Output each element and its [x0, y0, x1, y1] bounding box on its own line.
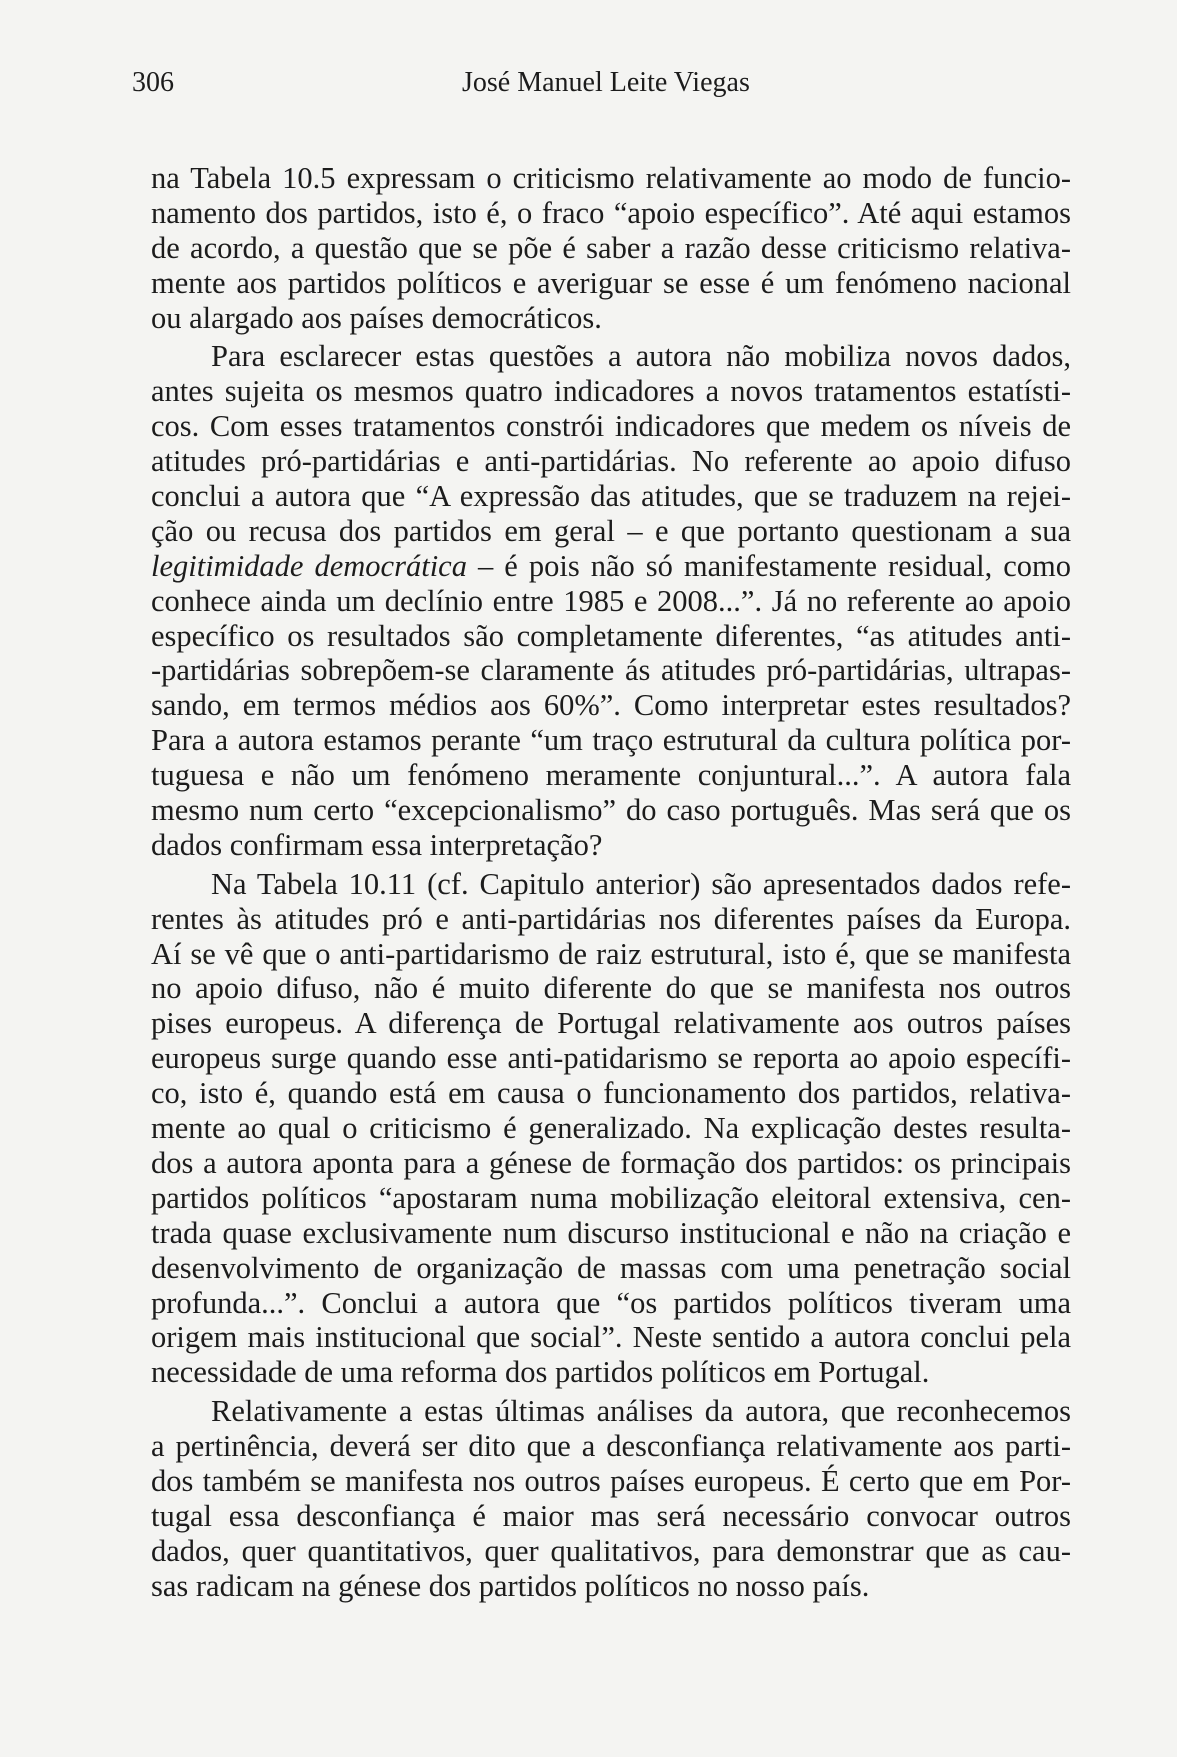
text-line: sando, em termos médios aos 60%”. Como interpretar estes resultados? [151, 688, 1071, 723]
text-line: ou alargado aos países democráticos. [151, 300, 602, 335]
text-line: tuguesa e não um fenómeno meramente conjuntural...”. A autora fala [151, 758, 1071, 793]
text-line: conhece ainda um declínio entre 1985 e 2008...”. Já no referente ao apoio [151, 583, 1071, 618]
text-line: Aí se vê que o anti-partidarismo de raiz estrutural, isto é, que se manifesta [151, 936, 1071, 971]
text-line: mente aos partidos políticos e averiguar se esse é um fenómeno nacional [151, 265, 1071, 300]
text-line: profunda...”. Conclui a autora que “os partidos políticos tiveram uma [151, 1285, 1071, 1320]
text-body [151, 161, 1071, 1604]
text-line: dos também se manifesta nos outros países europeus. É certo que em Por- [151, 1463, 1071, 1498]
text-line: Para esclarecer estas questões a autora não mobiliza novos dados, [211, 339, 1071, 374]
running-title: José Manuel Leite Viegas [462, 67, 750, 98]
text-line: dos a autora aponta para a génese de formação dos partidos: os principais [151, 1145, 1071, 1180]
text-line: Na Tabela 10.11 (cf. Capitulo anterior) são apresentados dados refe- [211, 866, 1071, 901]
text-line: atitudes pró-partidárias e anti-partidárias. No referente ao apoio difuso [151, 444, 1071, 479]
text-line: mente ao qual o criticismo é generalizado. Na explicação destes resulta- [151, 1111, 1071, 1146]
line-text: – é pois não só manifestamente residual, como [466, 548, 1071, 583]
text-line: dados, quer quantitativos, quer qualitativos, para demonstrar que as cau- [151, 1533, 1071, 1568]
text-line: específico os resultados são completamente diferentes, “as atitudes anti- [151, 618, 1071, 653]
text-line: Relativamente a estas últimas análises da autora, que reconhecemos [211, 1394, 1071, 1429]
paragraph [151, 1394, 1071, 1603]
text-line: de acordo, a questão que se põe é saber a razão desse criticismo relativa- [151, 230, 1071, 265]
text-line: sas radicam na génese dos partidos políticos no nosso país. [151, 1568, 870, 1603]
text-line: cos. Com esses tratamentos constrói indicadores que medem os níveis de [151, 409, 1071, 444]
text-line: -partidárias sobrepõem-se claramente ás atitudes pró-partidárias, ultrapas- [151, 653, 1071, 688]
page-number: 306 [132, 67, 174, 98]
text-line: dados confirmam essa interpretação? [151, 827, 603, 862]
text-line: rentes às atitudes pró e anti-partidárias nos diferentes países da Europa. [151, 901, 1071, 936]
text-line: a pertinência, deverá ser dito que a desconfiança relativamente aos parti- [151, 1429, 1071, 1464]
paragraph [151, 867, 1071, 1390]
paragraph [151, 161, 1071, 335]
text-line: ção ou recusa dos partidos em geral – e que portanto questionam a sua [151, 513, 1071, 548]
text-line: origem mais institucional que social”. Neste sentido a autora conclui pela [151, 1320, 1071, 1355]
paragraph [151, 339, 1071, 862]
text-line: europeus surge quando esse anti-patidarismo se reporta ao apoio específi- [151, 1041, 1071, 1076]
text-line: Para a autora estamos perante “um traço estrutural da cultura política por- [151, 723, 1071, 758]
text-line: namento dos partidos, isto é, o fraco “apoio específico”. Até aqui estamos [151, 195, 1071, 230]
text-line: tugal essa desconfiança é maior mas será necessário convocar outros [151, 1498, 1071, 1533]
text-line [151, 549, 1071, 584]
text-line: co, isto é, quando está em causa o funcionamento dos partidos, relativa- [151, 1076, 1071, 1111]
text-line: trada quase exclusivamente num discurso institucional e não na criação e [151, 1215, 1071, 1250]
text-line: pises europeus. A diferença de Portugal relativamente aos outros países [151, 1006, 1071, 1041]
text-line: na Tabela 10.5 expressam o criticismo relativamente ao modo de funcio- [151, 161, 1071, 195]
text-line: necessidade de uma reforma dos partidos políticos em Portugal. [151, 1355, 930, 1390]
text-line: partidos políticos “apostaram numa mobilização eleitoral extensiva, cen- [151, 1180, 1071, 1215]
text-line: mesmo num certo “excepcionalismo” do caso português. Mas será que os [151, 793, 1071, 828]
text-line: desenvolvimento de organização de massas com uma penetração social [151, 1250, 1071, 1285]
text-line: conclui a autora que “A expressão das atitudes, que se traduzem na rejei- [151, 479, 1071, 514]
text-line: antes sujeita os mesmos quatro indicadores a novos tratamentos estatísti- [151, 374, 1071, 409]
emphasis-text: legitimidade democrática [151, 548, 467, 583]
text-line: no apoio difuso, não é muito diferente do que se manifesta nos outros [151, 971, 1071, 1006]
